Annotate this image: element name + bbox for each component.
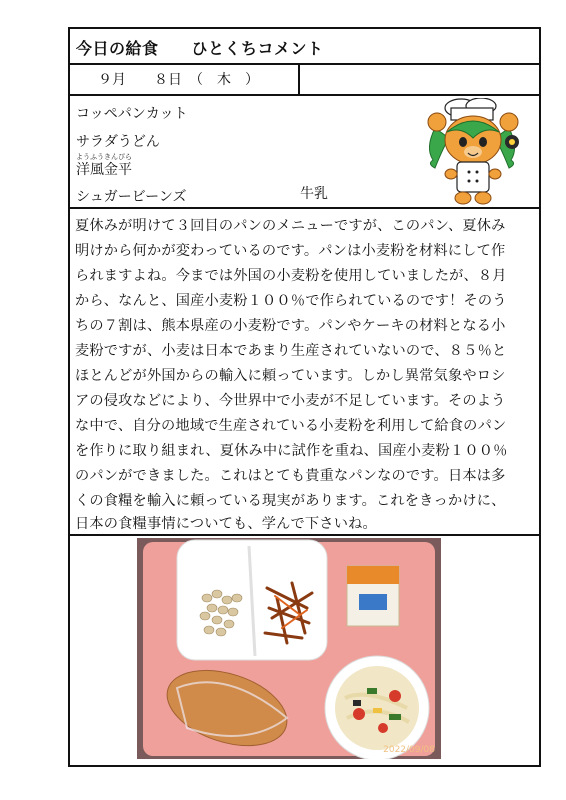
comment-line: ほとんどが外国からの輸入に頼っています。しかし異常気象やロシ — [75, 368, 506, 384]
title-row — [70, 29, 539, 65]
comment-line: から、なんと、国産小麦粉１００％で作られているのです！そのう — [75, 293, 507, 309]
comment-line: られますよね。今までは外国の小麦粉を使用していましたが、８月 — [75, 268, 507, 284]
comment-line: ちの７割は、熊本県産の小麦粉です。パンやケーキの材料となる小 — [75, 318, 506, 334]
menu-item-milk: 牛乳 — [300, 186, 328, 202]
page-title: 今日の給食 ひとくちコメント — [76, 39, 324, 58]
date-text: ９月 ８日 （ 木 ） — [98, 72, 259, 88]
lunch-photo — [137, 538, 441, 759]
menu-item-koppepan: コッペパンカット — [76, 106, 188, 122]
comment-line: 明けから何かが変わっているのです。パンは小麦粉を材料にして作 — [75, 243, 506, 259]
menu-item-kinpira: 洋風金平 — [76, 162, 132, 178]
date-row — [70, 63, 539, 96]
comment-line: を作りに取り組まれ、夏休み中に試作を重ね、国産小麦粉１００％ — [75, 443, 508, 459]
menu-ruby: ようふうきんぴら — [76, 153, 132, 161]
comment-line: 日本の食糧事情についても、学んで下さいね。 — [75, 516, 377, 532]
comment-line: くの食糧を輸入に頼っている現実があります。これをきっかけに、 — [75, 493, 506, 509]
menu-item-salad-udon: サラダうどん — [76, 134, 160, 150]
mascot-illustration — [413, 98, 537, 210]
comment-line: 麦粉ですが、小麦は日本であまり生産されていないので、８５％と — [75, 343, 507, 359]
comment-line: 夏休みが明けて３回目のパンのメニューですが、このパン、夏休み — [75, 218, 506, 234]
comment-section — [70, 207, 539, 536]
comment-line: アの侵攻などにより、今世界中で小麦が不足しています。そのよう — [75, 393, 506, 409]
lunch-sheet — [68, 27, 541, 767]
date-cell — [70, 63, 300, 94]
menu-area — [70, 94, 539, 211]
comment-line: な中で、自分の地域で生産されている小麦粉を利用して給食のパン — [75, 418, 507, 434]
comment-line: のパンができました。これはとても貴重なパンなのです。日本は多 — [75, 468, 506, 484]
photo-timestamp: 2022/09/08 — [383, 745, 435, 755]
menu-item-sugar-beans: シュガービーンズ — [76, 189, 187, 205]
